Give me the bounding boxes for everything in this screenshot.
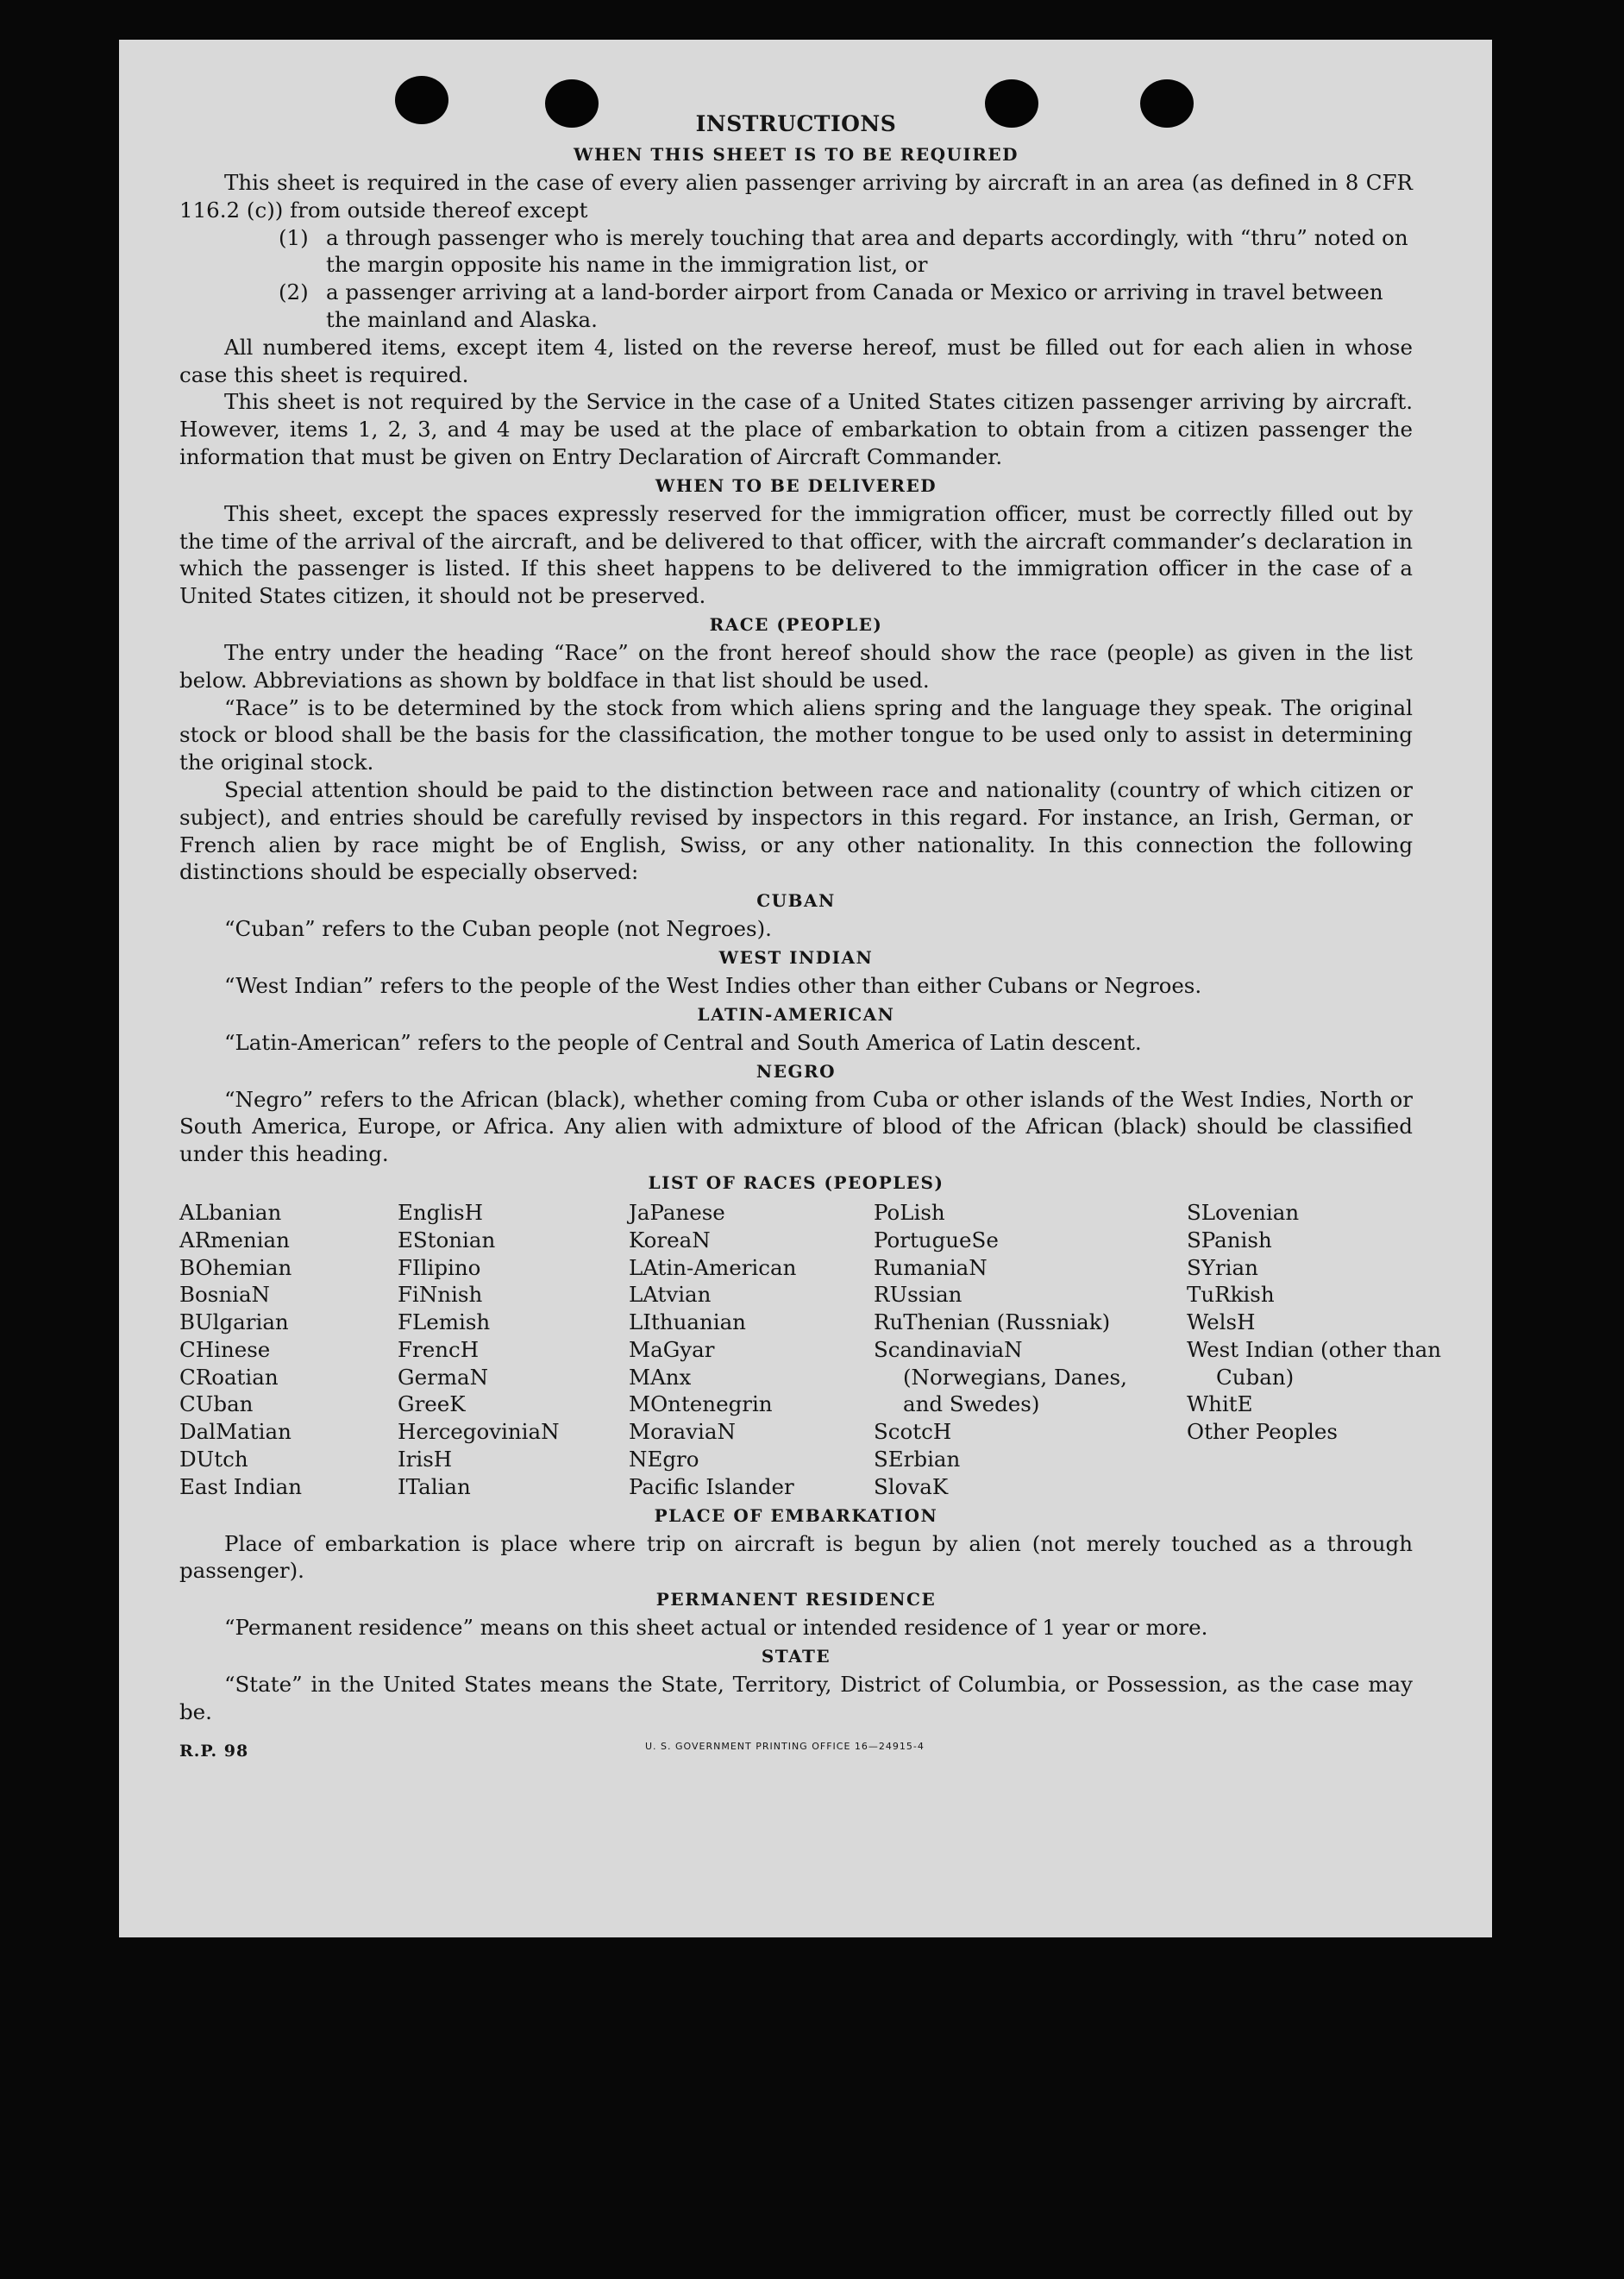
numbered-item xyxy=(179,224,1413,279)
race-item: Other Peoples xyxy=(1187,1419,1338,1445)
race-item: ScotcH xyxy=(874,1419,952,1445)
paragraph: Special attention should be paid to the distinction between race and nationality (country of which citizen or subject), and entries should be carefully revised by inspectors in this regard. For instance, an Irish, German, or French alien by race might be of English, Swiss, or any other nationality. In this connection the following distinctions should be especially observed: xyxy=(179,776,1413,885)
race-item: CUban xyxy=(179,1391,254,1417)
race-item: CRoatian xyxy=(179,1364,279,1390)
race-column xyxy=(1187,1199,1441,1501)
race-item: MOntenegrin xyxy=(629,1391,773,1417)
race-list xyxy=(179,1199,1441,1501)
race-item: TuRkish xyxy=(1187,1282,1275,1308)
race-column xyxy=(179,1199,398,1501)
race-column xyxy=(874,1199,1187,1501)
paragraph: This sheet is not required by the Service in the case of a United States citizen passenger arriving by aircraft. However, items 1, 2, 3, and 4 may be used at the place of embarkation to obtain from a citizen passenger the information that must be given on Entry Declaration of Aircraft Commander. xyxy=(179,389,1413,469)
race-item: East Indian xyxy=(179,1473,303,1499)
section-heading: CUBAN xyxy=(756,890,836,912)
race-item: RUssian xyxy=(874,1282,962,1308)
race-item: RuThenian (Russniak) xyxy=(874,1309,1111,1335)
race-item: LIthuanian xyxy=(629,1309,746,1335)
race-item: GreeK xyxy=(398,1391,466,1417)
race-item: BosniaN xyxy=(179,1282,270,1308)
race-item: FLemish xyxy=(398,1309,491,1335)
race-item: RumaniaN xyxy=(874,1254,988,1280)
paragraph: “Negro” refers to the African (black), whether coming from Cuba or other islands of the West Indies, North or South America, Europe, or Africa. Any alien with admixture of blood of the African (black) should be classified under this heading. xyxy=(179,1086,1413,1167)
race-item: DalMatian xyxy=(179,1419,292,1445)
race-item: EnglisH xyxy=(398,1199,483,1225)
race-item: JaPanese xyxy=(629,1199,725,1225)
race-item: IrisH xyxy=(398,1447,453,1472)
document-sheet xyxy=(119,40,1492,1937)
race-item: ITalian xyxy=(398,1473,471,1499)
race-item: DUtch xyxy=(179,1447,248,1472)
race-item: FIlipino xyxy=(398,1254,481,1280)
paragraph: “State” in the United States means the State, Territory, District of Columbia, or Possession, as the case may be. xyxy=(179,1672,1413,1724)
race-item: SErbian xyxy=(874,1447,961,1472)
race-item: KoreaN xyxy=(629,1227,711,1253)
race-item: ALbanian xyxy=(179,1199,282,1225)
section-heading: LIST OF RACES (PEOPLES) xyxy=(648,1171,944,1193)
race-item: Pacific Islander xyxy=(629,1473,794,1499)
race-item: HercegoviniaN xyxy=(398,1419,560,1445)
numbered-item xyxy=(179,279,1413,334)
paragraph: The entry under the heading “Race” on the front hereof should show the race (people) as given in the list below. Abbreviations as shown by boldface in that list should be used. xyxy=(179,639,1413,693)
paragraph: “West Indian” refers to the people of the West Indies other than either Cubans or Negroes. xyxy=(224,972,1202,998)
race-item: SYrian xyxy=(1187,1254,1258,1280)
item-text: a passenger arriving at a land-border airport from Canada or Mexico or arriving in travel between the mainland and Alaska. xyxy=(326,279,1383,332)
race-item: WelsH xyxy=(1187,1309,1256,1335)
section-heading: RACE (PEOPLE) xyxy=(709,613,883,635)
item-text: a through passenger who is merely touching that area and departs accordingly, with “thru” noted on the margin opposite his name in the immigration list, or xyxy=(326,224,1408,278)
section-heading: PLACE OF EMBARKATION xyxy=(654,1504,938,1526)
paragraph: This sheet is required in the case of every alien passenger arriving by aircraft in an area (as defined in 8 CFR 116.2 (c)) from outside thereof except xyxy=(179,170,1413,223)
race-item: PortugueSe xyxy=(874,1227,999,1253)
section-heading: WHEN THIS SHEET IS TO BE REQUIRED xyxy=(574,144,1019,165)
race-item: West Indian (other than Cuban) xyxy=(1187,1336,1441,1390)
paragraph: “Permanent residence” means on this sheet actual or intended residence of 1 year or more. xyxy=(224,1615,1208,1641)
paragraph: “Latin-American” refers to the people of Central and South America of Latin descent. xyxy=(224,1029,1142,1055)
section-heading: LATIN-AMERICAN xyxy=(697,1003,895,1025)
page-title: INSTRUCTIONS xyxy=(695,111,897,136)
form-number: R.P. 98 xyxy=(179,1741,249,1761)
section-heading: WEST INDIAN xyxy=(718,946,874,968)
paragraph: All numbered items, except item 4, listed on the reverse hereof, must be filled out for each alien in whose case this sheet is required. xyxy=(179,334,1413,387)
race-item: SPanish xyxy=(1187,1227,1272,1253)
page-footer xyxy=(179,1731,1413,1766)
item-number: (1) xyxy=(279,224,309,250)
race-item: FrencH xyxy=(398,1336,480,1362)
printing-office-imprint: U. S. GOVERNMENT PRINTING OFFICE 16—24915-4 xyxy=(645,1740,925,1752)
race-item: NEgro xyxy=(629,1447,699,1472)
paragraph: “Race” is to be determined by the stock from which aliens spring and the language they speak. The original stock or blood shall be the basis for the classification, the mother tongue to be used only to assist in determining the original stock. xyxy=(179,694,1413,775)
race-item: FiNnish xyxy=(398,1282,483,1308)
paragraph: This sheet, except the spaces expressly reserved for the immigration officer, must be correctly filled out by the time of the arrival of the aircraft, and be delivered to that officer, with the aircraft commander’s declaration in which the passenger is listed. If this sheet happens to be delivered to the immigration officer in the case of a United States citizen, it should not be preserved. xyxy=(179,500,1413,609)
item-number: (2) xyxy=(279,279,309,305)
section-heading: NEGRO xyxy=(756,1060,837,1082)
race-item: MAnx xyxy=(629,1364,692,1390)
race-item: CHinese xyxy=(179,1336,271,1362)
race-item: GermaN xyxy=(398,1364,489,1390)
race-column xyxy=(398,1199,629,1501)
race-item: MaGyar xyxy=(629,1336,715,1362)
race-column xyxy=(629,1199,874,1501)
race-item: SLovenian xyxy=(1187,1199,1300,1225)
section-heading: PERMANENT RESIDENCE xyxy=(655,1589,937,1610)
race-item: BOhemian xyxy=(179,1254,292,1280)
race-item: BUlgarian xyxy=(179,1309,289,1335)
race-item: SlovaK xyxy=(874,1473,949,1499)
paragraph: Place of embarkation is place where trip on aircraft is begun by alien (not merely touched as a through passenger). xyxy=(179,1530,1413,1584)
section-heading: STATE xyxy=(761,1646,831,1667)
race-item: ARmenian xyxy=(179,1227,290,1253)
section-heading: WHEN TO BE DELIVERED xyxy=(655,474,937,496)
race-item: EStonian xyxy=(398,1227,496,1253)
race-item: MoraviaN xyxy=(629,1419,736,1445)
race-item: LAtvian xyxy=(629,1282,712,1308)
race-item: LAtin-American xyxy=(629,1254,797,1280)
instructions-content xyxy=(179,109,1441,1766)
paragraph: “Cuban” refers to the Cuban people (not Negroes). xyxy=(224,916,772,942)
race-item: ScandinaviaN (Norwegians, Danes, and Swedes) xyxy=(874,1336,1127,1417)
race-item: WhitE xyxy=(1187,1391,1253,1417)
race-item: PoLish xyxy=(874,1199,945,1225)
